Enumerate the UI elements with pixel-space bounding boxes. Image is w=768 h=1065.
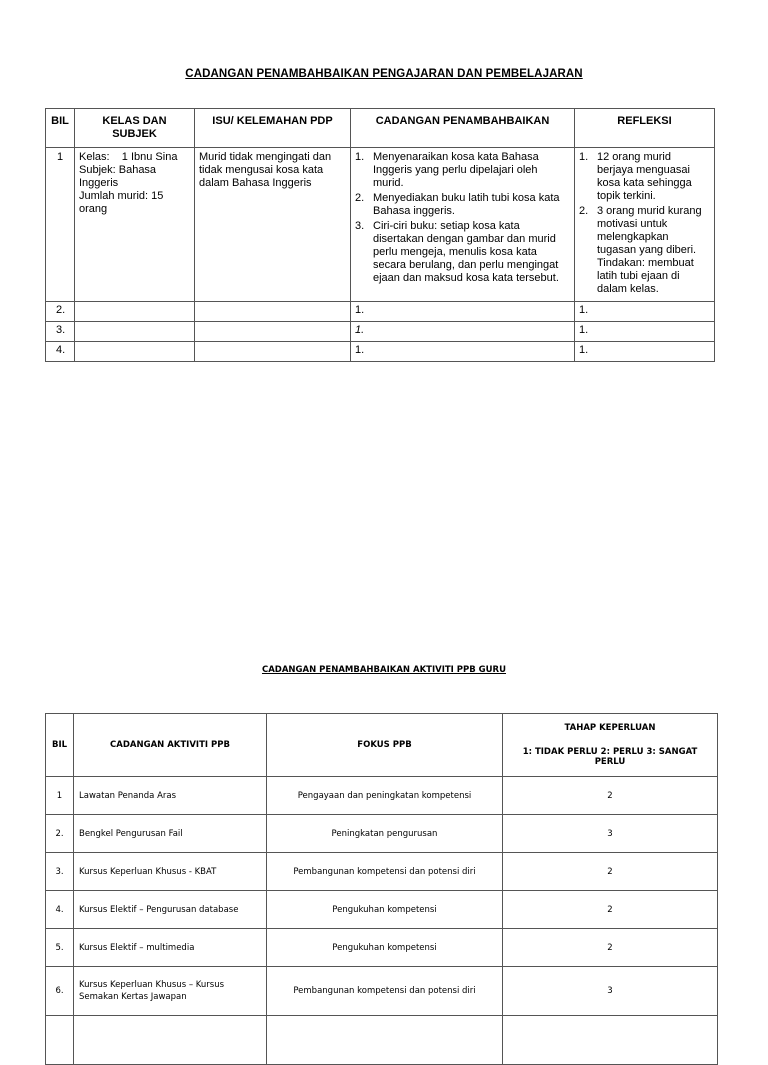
header-tahap-label: TAHAP KEPERLUAN bbox=[564, 723, 656, 733]
list-item bbox=[355, 192, 570, 218]
refleksi-list bbox=[579, 151, 710, 296]
row-fokus: Pembangunan kompetensi dan potensi diri bbox=[267, 853, 503, 891]
row-fokus: Pembangunan kompetensi dan potensi diri bbox=[267, 967, 503, 1016]
list-item bbox=[355, 151, 570, 190]
header-bil: BIL bbox=[46, 714, 74, 777]
table-row bbox=[46, 929, 718, 967]
row-refleksi: 1. bbox=[575, 342, 715, 362]
row-tahap: 2 bbox=[503, 891, 718, 929]
item-text: Ciri-ciri buku: setiap kosa kata disertakan dengan gambar dan murid perlu mengeja, menulis kosa kata secara berulang, dan perlu mengingat ejaan dan maksud kosa kata tersebut. bbox=[373, 220, 559, 284]
row-aktiviti: Kursus Keperluan Khusus - KBAT bbox=[74, 853, 267, 891]
row-cadangan bbox=[351, 148, 575, 302]
table-header-row bbox=[46, 714, 718, 777]
header-fokus: FOKUS PPB bbox=[267, 714, 503, 777]
header-cadangan: CADANGAN PENAMBAHBAIKAN bbox=[351, 109, 575, 148]
row-bil: 3. bbox=[46, 322, 75, 342]
table-row bbox=[46, 891, 718, 929]
row-kelas-subjek bbox=[75, 342, 195, 362]
row-cadangan: 1. bbox=[351, 322, 575, 342]
row-refleksi: 1. bbox=[575, 322, 715, 342]
kelas-line: Kelas: 1 Ibnu Sina bbox=[79, 151, 178, 163]
item-text: 12 orang murid berjaya menguasai kosa kata sehingga topik terkini. bbox=[597, 151, 692, 202]
row-bil: 5. bbox=[46, 929, 74, 967]
row-isu: Murid tidak mengingati dan tidak mengusai kosa kata dalam Bahasa Inggeris bbox=[195, 148, 351, 302]
item-number: 2. bbox=[579, 205, 589, 217]
row-isu bbox=[195, 302, 351, 322]
header-refleksi: REFLEKSI bbox=[575, 109, 715, 148]
header-bil: BIL bbox=[46, 109, 75, 148]
table-header-row bbox=[46, 109, 715, 148]
row-fokus: Pengayaan dan peningkatan kompetensi bbox=[267, 777, 503, 815]
header-kelas-subjek: KELAS DAN SUBJEK bbox=[75, 109, 195, 148]
row-tahap: 2 bbox=[503, 777, 718, 815]
row-cadangan: 1. bbox=[351, 302, 575, 322]
table-row bbox=[46, 777, 718, 815]
table-row bbox=[46, 853, 718, 891]
row-bil: 2. bbox=[46, 302, 75, 322]
table-row bbox=[46, 302, 715, 322]
list-item bbox=[579, 151, 710, 203]
row-isu bbox=[195, 342, 351, 362]
row-aktiviti bbox=[74, 1016, 267, 1065]
table-row bbox=[46, 148, 715, 302]
row-aktiviti: Lawatan Penanda Aras bbox=[74, 777, 267, 815]
row-refleksi bbox=[575, 148, 715, 302]
row-tahap: 3 bbox=[503, 815, 718, 853]
table-row bbox=[46, 815, 718, 853]
row-bil: 4. bbox=[46, 342, 75, 362]
row-tahap: 3 bbox=[503, 967, 718, 1016]
pdp-improvement-table bbox=[45, 108, 715, 362]
row-tahap bbox=[503, 1016, 718, 1065]
jumlah-murid-line: Jumlah murid: 15 orang bbox=[79, 190, 164, 215]
header-tahap-scale: 1: TIDAK PERLU 2: PERLU 3: SANGAT PERLU bbox=[522, 747, 698, 767]
row-bil: 1 bbox=[46, 777, 74, 815]
row-bil: 1 bbox=[46, 148, 75, 302]
row-tahap: 2 bbox=[503, 929, 718, 967]
section1-title: CADANGAN PENAMBAHBAIKAN PENGAJARAN DAN PEMBELAJARAN bbox=[185, 68, 583, 80]
table-row bbox=[46, 322, 715, 342]
table-row bbox=[46, 1016, 718, 1065]
row-bil: 3. bbox=[46, 853, 74, 891]
header-aktiviti: CADANGAN AKTIVITI PPB bbox=[74, 714, 267, 777]
list-item bbox=[355, 220, 570, 285]
item-number: 1. bbox=[355, 151, 365, 163]
row-kelas-subjek bbox=[75, 302, 195, 322]
row-bil: 6. bbox=[46, 967, 74, 1016]
list-item bbox=[579, 205, 710, 296]
row-aktiviti: Kursus Elektif – multimedia bbox=[74, 929, 267, 967]
cadangan-list bbox=[355, 151, 570, 285]
item-number: 2. bbox=[355, 192, 365, 204]
row-fokus: Pengukuhan kompetensi bbox=[267, 929, 503, 967]
row-cadangan: 1. bbox=[351, 342, 575, 362]
row-bil: 4. bbox=[46, 891, 74, 929]
row-aktiviti: Bengkel Pengurusan Fail bbox=[74, 815, 267, 853]
row-fokus: Peningkatan pengurusan bbox=[267, 815, 503, 853]
row-fokus bbox=[267, 1016, 503, 1065]
row-bil bbox=[46, 1016, 74, 1065]
subjek-line: Subjek: Bahasa Inggeris bbox=[79, 164, 157, 189]
table-row bbox=[46, 967, 718, 1016]
header-isu: ISU/ KELEMAHAN PDP bbox=[195, 109, 351, 148]
row-aktiviti: Kursus Elektif – Pengurusan database bbox=[74, 891, 267, 929]
item-text: 3 orang murid kurang motivasi untuk melengkapkan tugasan yang diberi. Tindakan: membuat latih tubi ejaan di dalam kelas. bbox=[597, 205, 702, 295]
header-tahap bbox=[503, 714, 718, 777]
row-kelas-subjek bbox=[75, 148, 195, 302]
item-number: 1. bbox=[579, 151, 589, 163]
row-refleksi: 1. bbox=[575, 302, 715, 322]
row-isu bbox=[195, 322, 351, 342]
row-tahap: 2 bbox=[503, 853, 718, 891]
ppb-activity-table bbox=[45, 713, 718, 1065]
section2-title: CADANGAN PENAMBAHBAIKAN AKTIVITI PPB GURU bbox=[261, 665, 507, 675]
item-text: Menyenaraikan kosa kata Bahasa Inggeris yang perlu dipelajari oleh murid. bbox=[373, 151, 539, 189]
row-kelas-subjek bbox=[75, 322, 195, 342]
row-fokus: Pengukuhan kompetensi bbox=[267, 891, 503, 929]
item-text: Menyediakan buku latih tubi kosa kata Bahasa inggeris. bbox=[373, 192, 560, 217]
table-row bbox=[46, 342, 715, 362]
item-number: 3. bbox=[355, 220, 365, 232]
row-bil: 2. bbox=[46, 815, 74, 853]
row-aktiviti: Kursus Keperluan Khusus – Kursus Semakan Kertas Jawapan bbox=[74, 967, 267, 1016]
